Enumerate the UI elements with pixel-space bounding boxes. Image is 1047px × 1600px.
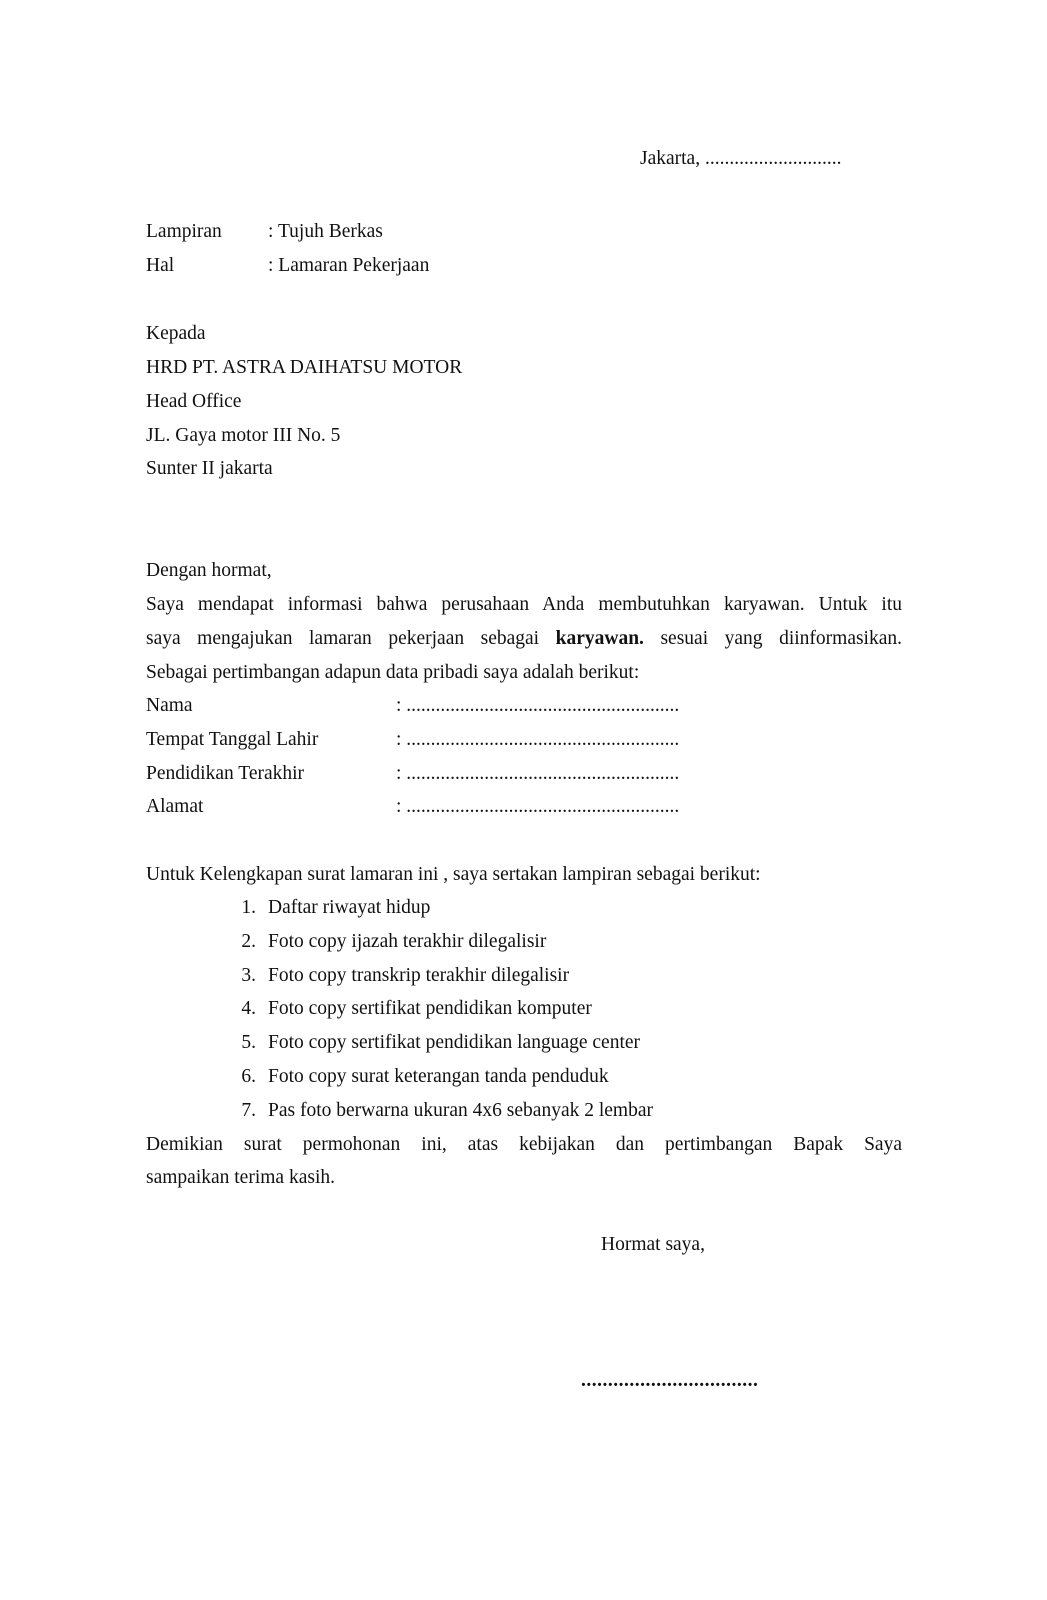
signature-name-line: ................................. xyxy=(581,1370,759,1391)
lampiran-value: : Tujuh Berkas xyxy=(268,221,383,242)
list-item xyxy=(0,1026,1047,1060)
paragraph-line-2-before: saya mengajukan lamaran pekerjaan sebagai xyxy=(146,628,540,649)
list-number: 2. xyxy=(241,931,256,952)
field-row xyxy=(0,757,1047,791)
list-number: 5. xyxy=(241,1032,256,1053)
field-value: : ........................................................ xyxy=(396,729,680,750)
field-value: : ........................................................ xyxy=(396,763,680,784)
lampiran-label: Lampiran xyxy=(146,221,222,242)
paragraph-line-2 xyxy=(146,622,902,656)
regards: Hormat saya, xyxy=(601,1234,705,1255)
list-text: Foto copy surat keterangan tanda penduduk xyxy=(268,1066,609,1087)
field-row xyxy=(0,689,1047,723)
list-number: 7. xyxy=(241,1100,256,1121)
place-date: Jakarta, ............................ xyxy=(640,148,842,169)
field-label: Tempat Tanggal Lahir xyxy=(146,729,319,750)
field-label: Pendidikan Terakhir xyxy=(146,763,305,784)
hal-label: Hal xyxy=(146,255,175,276)
list-number: 3. xyxy=(241,965,256,986)
list-text: Foto copy ijazah terakhir dilegalisir xyxy=(268,931,547,952)
recipient-city: Sunter II jakarta xyxy=(146,458,273,479)
list-number: 1. xyxy=(241,897,256,918)
list-item xyxy=(0,959,1047,993)
list-item xyxy=(0,1060,1047,1094)
greeting: Dengan hormat, xyxy=(146,560,272,581)
list-text: Foto copy sertifikat pendidikan language center xyxy=(268,1032,641,1053)
paragraph-line-2-after: sesuai yang diinformasikan. xyxy=(660,628,903,649)
field-label: Nama xyxy=(146,695,193,716)
attachments-intro: Untuk Kelengkapan surat lamaran ini , saya sertakan lampiran sebagai berikut: xyxy=(146,864,761,885)
field-row xyxy=(0,790,1047,824)
list-text: Foto copy sertifikat pendidikan komputer xyxy=(268,998,592,1019)
recipient-company: HRD PT. ASTRA DAIHATSU MOTOR xyxy=(146,357,463,378)
list-item xyxy=(0,992,1047,1026)
list-item xyxy=(0,1094,1047,1128)
closing-line-1: Demikian surat permohonan ini, atas kebijakan dan pertimbangan Bapak Saya xyxy=(146,1134,902,1155)
list-text: Foto copy transkrip terakhir dilegalisir xyxy=(268,965,570,986)
field-value: : ........................................................ xyxy=(396,796,680,817)
list-text: Pas foto berwarna ukuran 4x6 sebanyak 2 lembar xyxy=(268,1100,654,1121)
closing-line-2: sampaikan terima kasih. xyxy=(146,1167,335,1188)
recipient-street: JL. Gaya motor III No. 5 xyxy=(146,425,341,446)
hal-value: : Lamaran Pekerjaan xyxy=(268,255,430,276)
list-text: Daftar riwayat hidup xyxy=(268,897,431,918)
field-value: : ........................................................ xyxy=(396,695,680,716)
list-number: 4. xyxy=(241,998,256,1019)
list-number: 6. xyxy=(241,1066,256,1087)
recipient-office: Head Office xyxy=(146,391,242,412)
paragraph-line-1: Saya mendapat informasi bahwa perusahaan Anda membutuhkan karyawan. Untuk itu xyxy=(146,594,902,615)
field-label: Alamat xyxy=(146,796,204,817)
paragraph-line-3: Sebagai pertimbangan adapun data pribadi saya adalah berikut: xyxy=(146,662,640,683)
position-emphasis: karyawan. xyxy=(555,628,644,649)
recipient-salutation: Kepada xyxy=(146,323,206,344)
field-row xyxy=(0,723,1047,757)
list-item xyxy=(0,891,1047,925)
list-item xyxy=(0,925,1047,959)
